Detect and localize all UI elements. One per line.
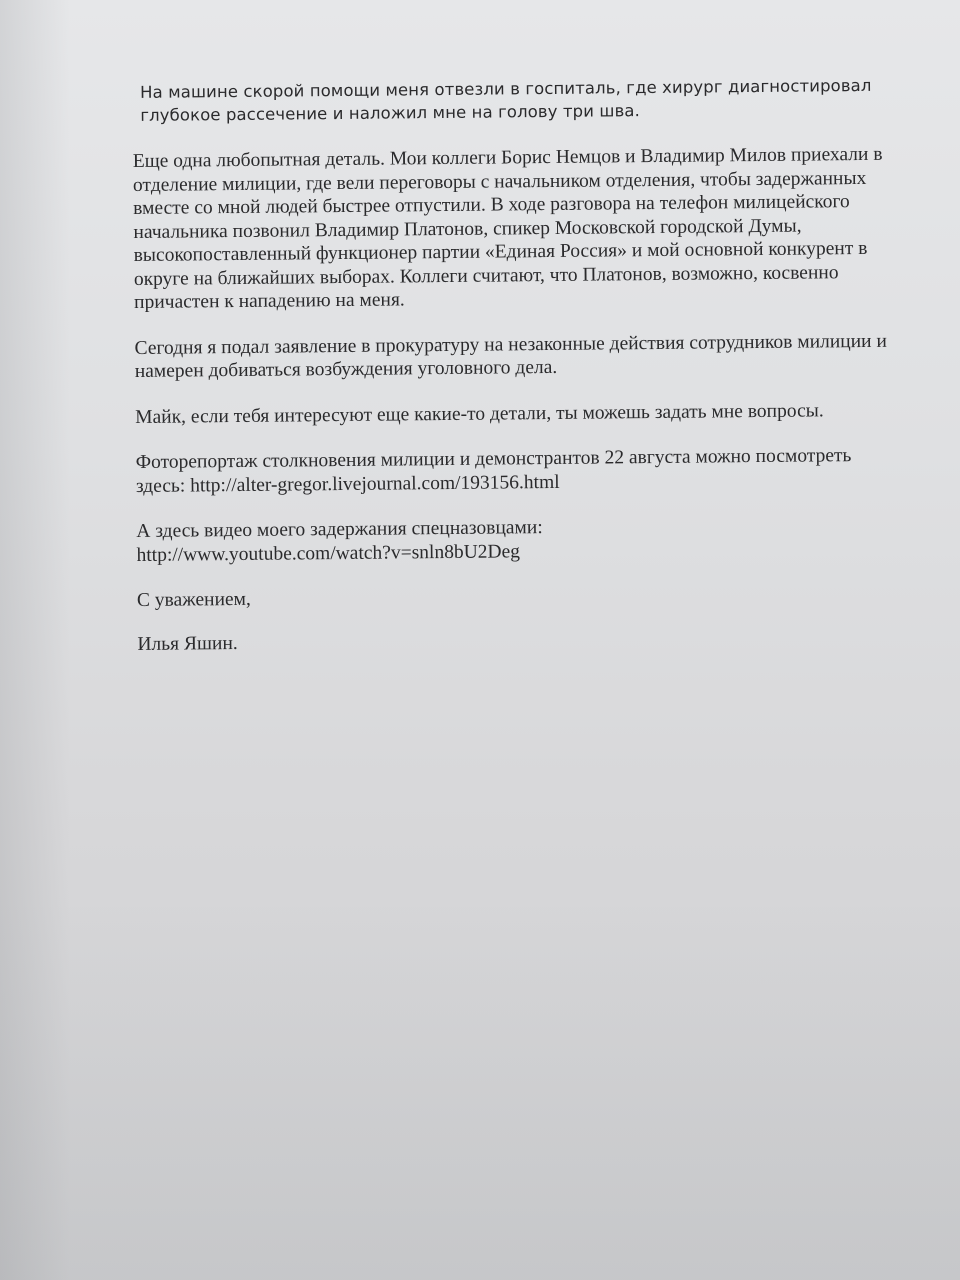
paragraph-video: [136, 512, 926, 567]
text-line: На машине скорой помощи меня отвезли в госпиталь, где хирург диагностировал: [140, 75, 872, 102]
text-line: Фоторепортаж столкновения милиции и демонстрантов 22 августа можно посмотреть: [135, 445, 852, 473]
text-line: отделение милиции, где вели переговоры с начальником отделения, чтобы задержанных: [132, 167, 867, 196]
signature-name: Илья Яшин.: [137, 632, 238, 655]
paragraph-complaint: [134, 329, 924, 384]
letter-body: [132, 73, 928, 678]
text-line: Майк, если тебя интересуют еще какие-то детали, ты можешь задать мне вопросы.: [135, 399, 824, 428]
text-line: начальника позвонил Владимир Платонов, спикер Московской городской Думы,: [133, 215, 802, 243]
closing: [137, 581, 927, 612]
paragraph-photo-report: [136, 443, 926, 498]
paragraph-questions: [135, 398, 925, 429]
text-line: причастен к нападению на меня.: [134, 289, 405, 313]
signature: [137, 625, 927, 656]
paragraph-hospital: [140, 73, 922, 127]
photo-report-url: здесь: http://alter-gregor.livejournal.com/193156.html: [135, 471, 560, 497]
text-line: намерен добиваться возбуждения уголовного дела.: [134, 356, 558, 382]
text-line: Еще одна любопытная деталь. Мои коллеги Борис Немцов и Владимир Милов приехали в: [132, 143, 883, 172]
text-line: глубокое рассечение и наложил мне на голову три шва.: [140, 101, 641, 125]
paragraph-detail: [133, 142, 925, 314]
text-line: округе на ближайших выборах. Коллеги считают, что Платонов, возможно, косвенно: [133, 261, 839, 290]
text-line: вместе со мной людей быстрее отпустили. В ходе разговора на телефон милицейского: [133, 191, 850, 219]
closing-text: С уважением,: [136, 588, 251, 611]
video-url: http://www.youtube.com/watch?v=snln8bU2Deg: [136, 540, 521, 566]
text-line: А здесь видео моего задержания спецназовцами:: [136, 517, 543, 542]
text-line: Сегодня я подал заявление в прокуратуру на незаконные действия сотрудников милиции и: [134, 330, 887, 359]
text-line: высокопоставленный функционер партии «Единая Россия» и мой основной конкурент в: [133, 237, 868, 266]
